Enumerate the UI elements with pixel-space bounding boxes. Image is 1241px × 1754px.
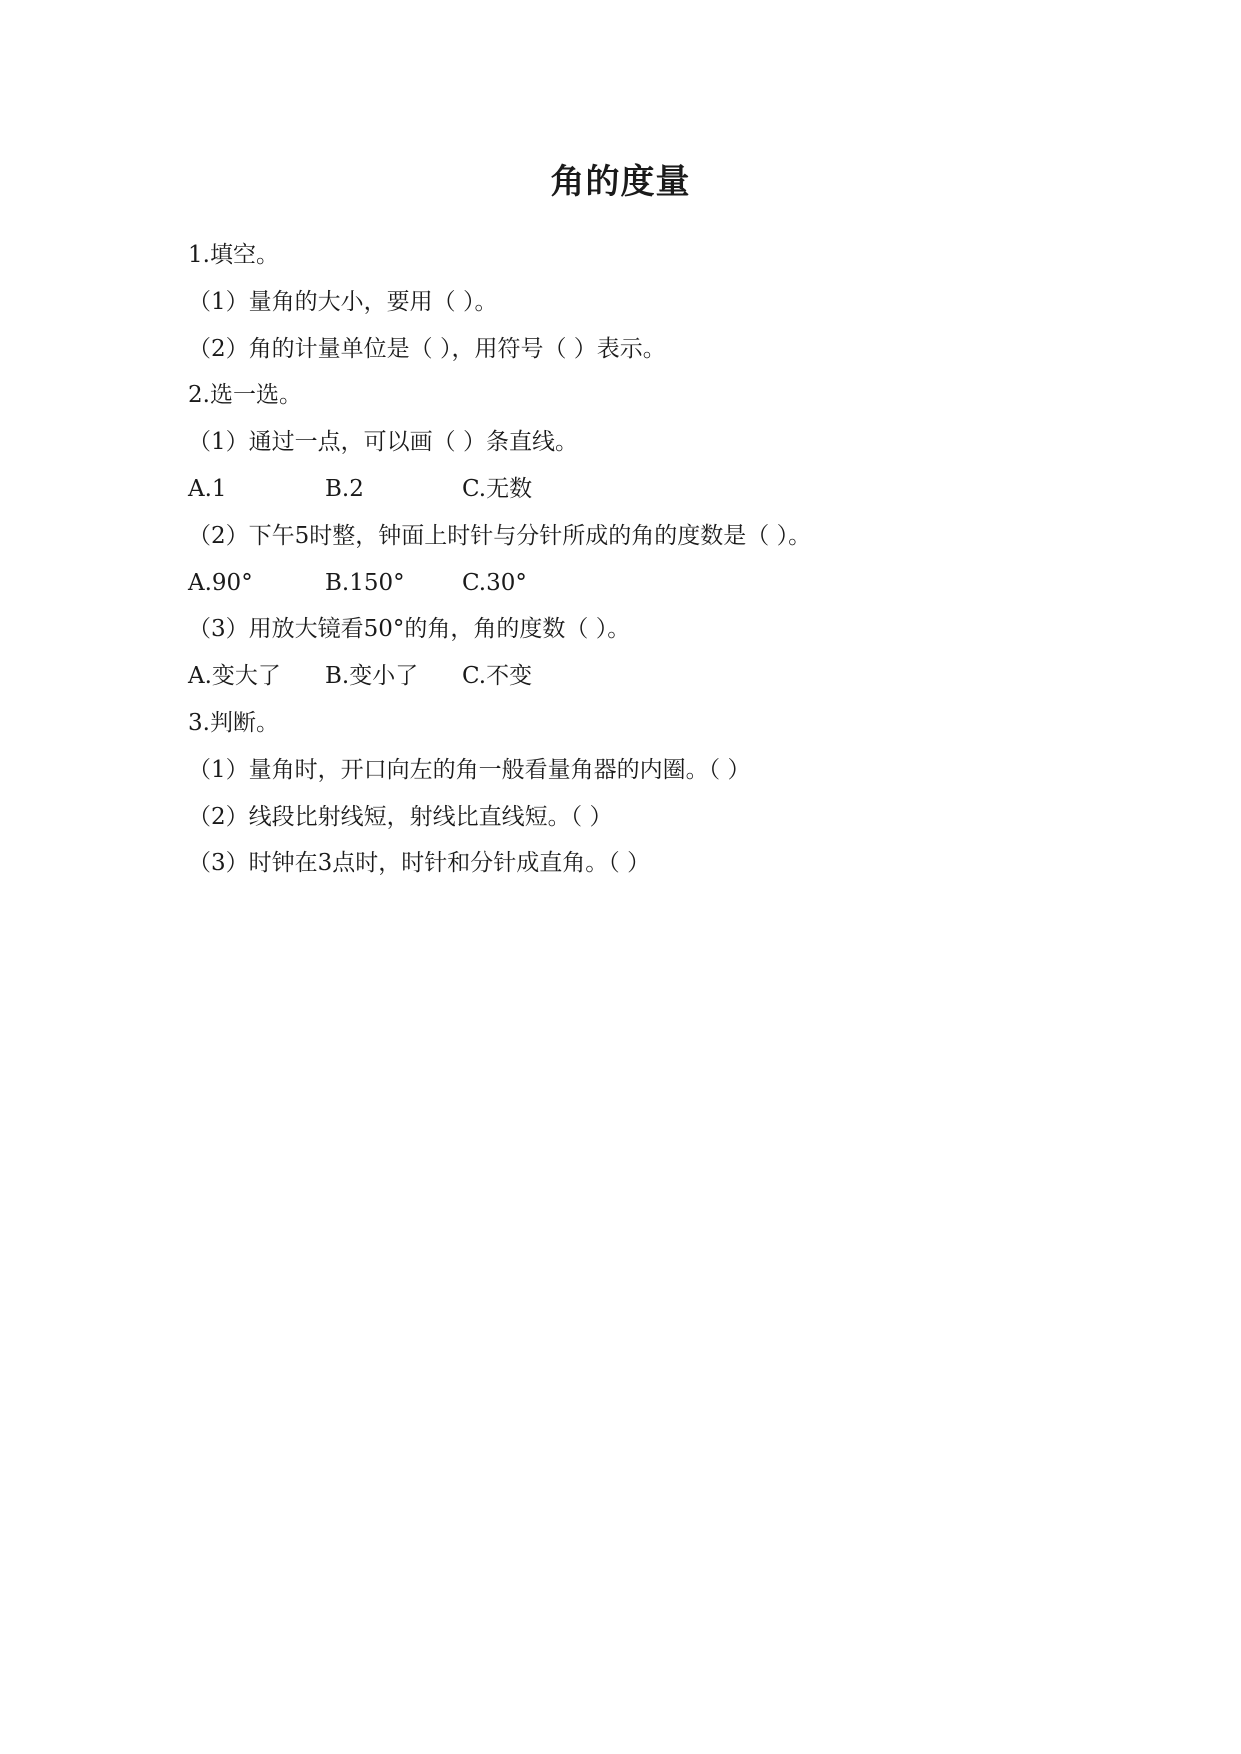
question-2-item-3-options <box>188 653 1088 700</box>
question-1-item-2: （2）角的计量单位是（ ），用符号（ ）表示。 <box>188 335 666 362</box>
question-2-item-1-options <box>188 466 1088 513</box>
option-c: C.无数 <box>462 475 533 502</box>
question-3-item-2: （2）线段比射线短，射线比直线短。（ ） <box>188 803 613 830</box>
option-c: C.30° <box>462 569 527 596</box>
question-3-item-3: （3）时钟在3点时，时针和分针成直角。（ ） <box>188 850 651 877</box>
option-b: B.150° <box>325 569 405 596</box>
option-c: C.不变 <box>462 663 533 690</box>
question-1-item-1: （1）量角的大小，要用（ ）。 <box>188 288 498 315</box>
question-2-item-3: （3）用放大镜看50°的角，角的度数（ ）。 <box>188 616 631 643</box>
option-b: B.2 <box>325 475 364 502</box>
worksheet-content <box>188 232 1088 887</box>
option-a: A.1 <box>188 475 227 502</box>
option-b: B.变小了 <box>325 663 419 690</box>
question-1-label: 1.填空。 <box>188 242 279 268</box>
question-2-item-2: （2）下午5时整，钟面上时针与分针所成的角的度数是（ ）。 <box>188 522 812 549</box>
option-a: A.变大了 <box>188 663 281 690</box>
question-3-label: 3.判断。 <box>188 709 279 736</box>
question-2-item-1: （1）通过一点，可以画（ ）条直线。 <box>188 429 578 456</box>
question-3-item-1: （1）量角时，开口向左的角一般看量角器的内圈。（ ） <box>188 756 751 783</box>
question-2-label: 2.选一选。 <box>188 382 302 409</box>
option-a: A.90° <box>188 569 253 596</box>
question-2-item-2-options <box>188 560 1088 607</box>
page-title: 角的度量 <box>550 162 691 202</box>
